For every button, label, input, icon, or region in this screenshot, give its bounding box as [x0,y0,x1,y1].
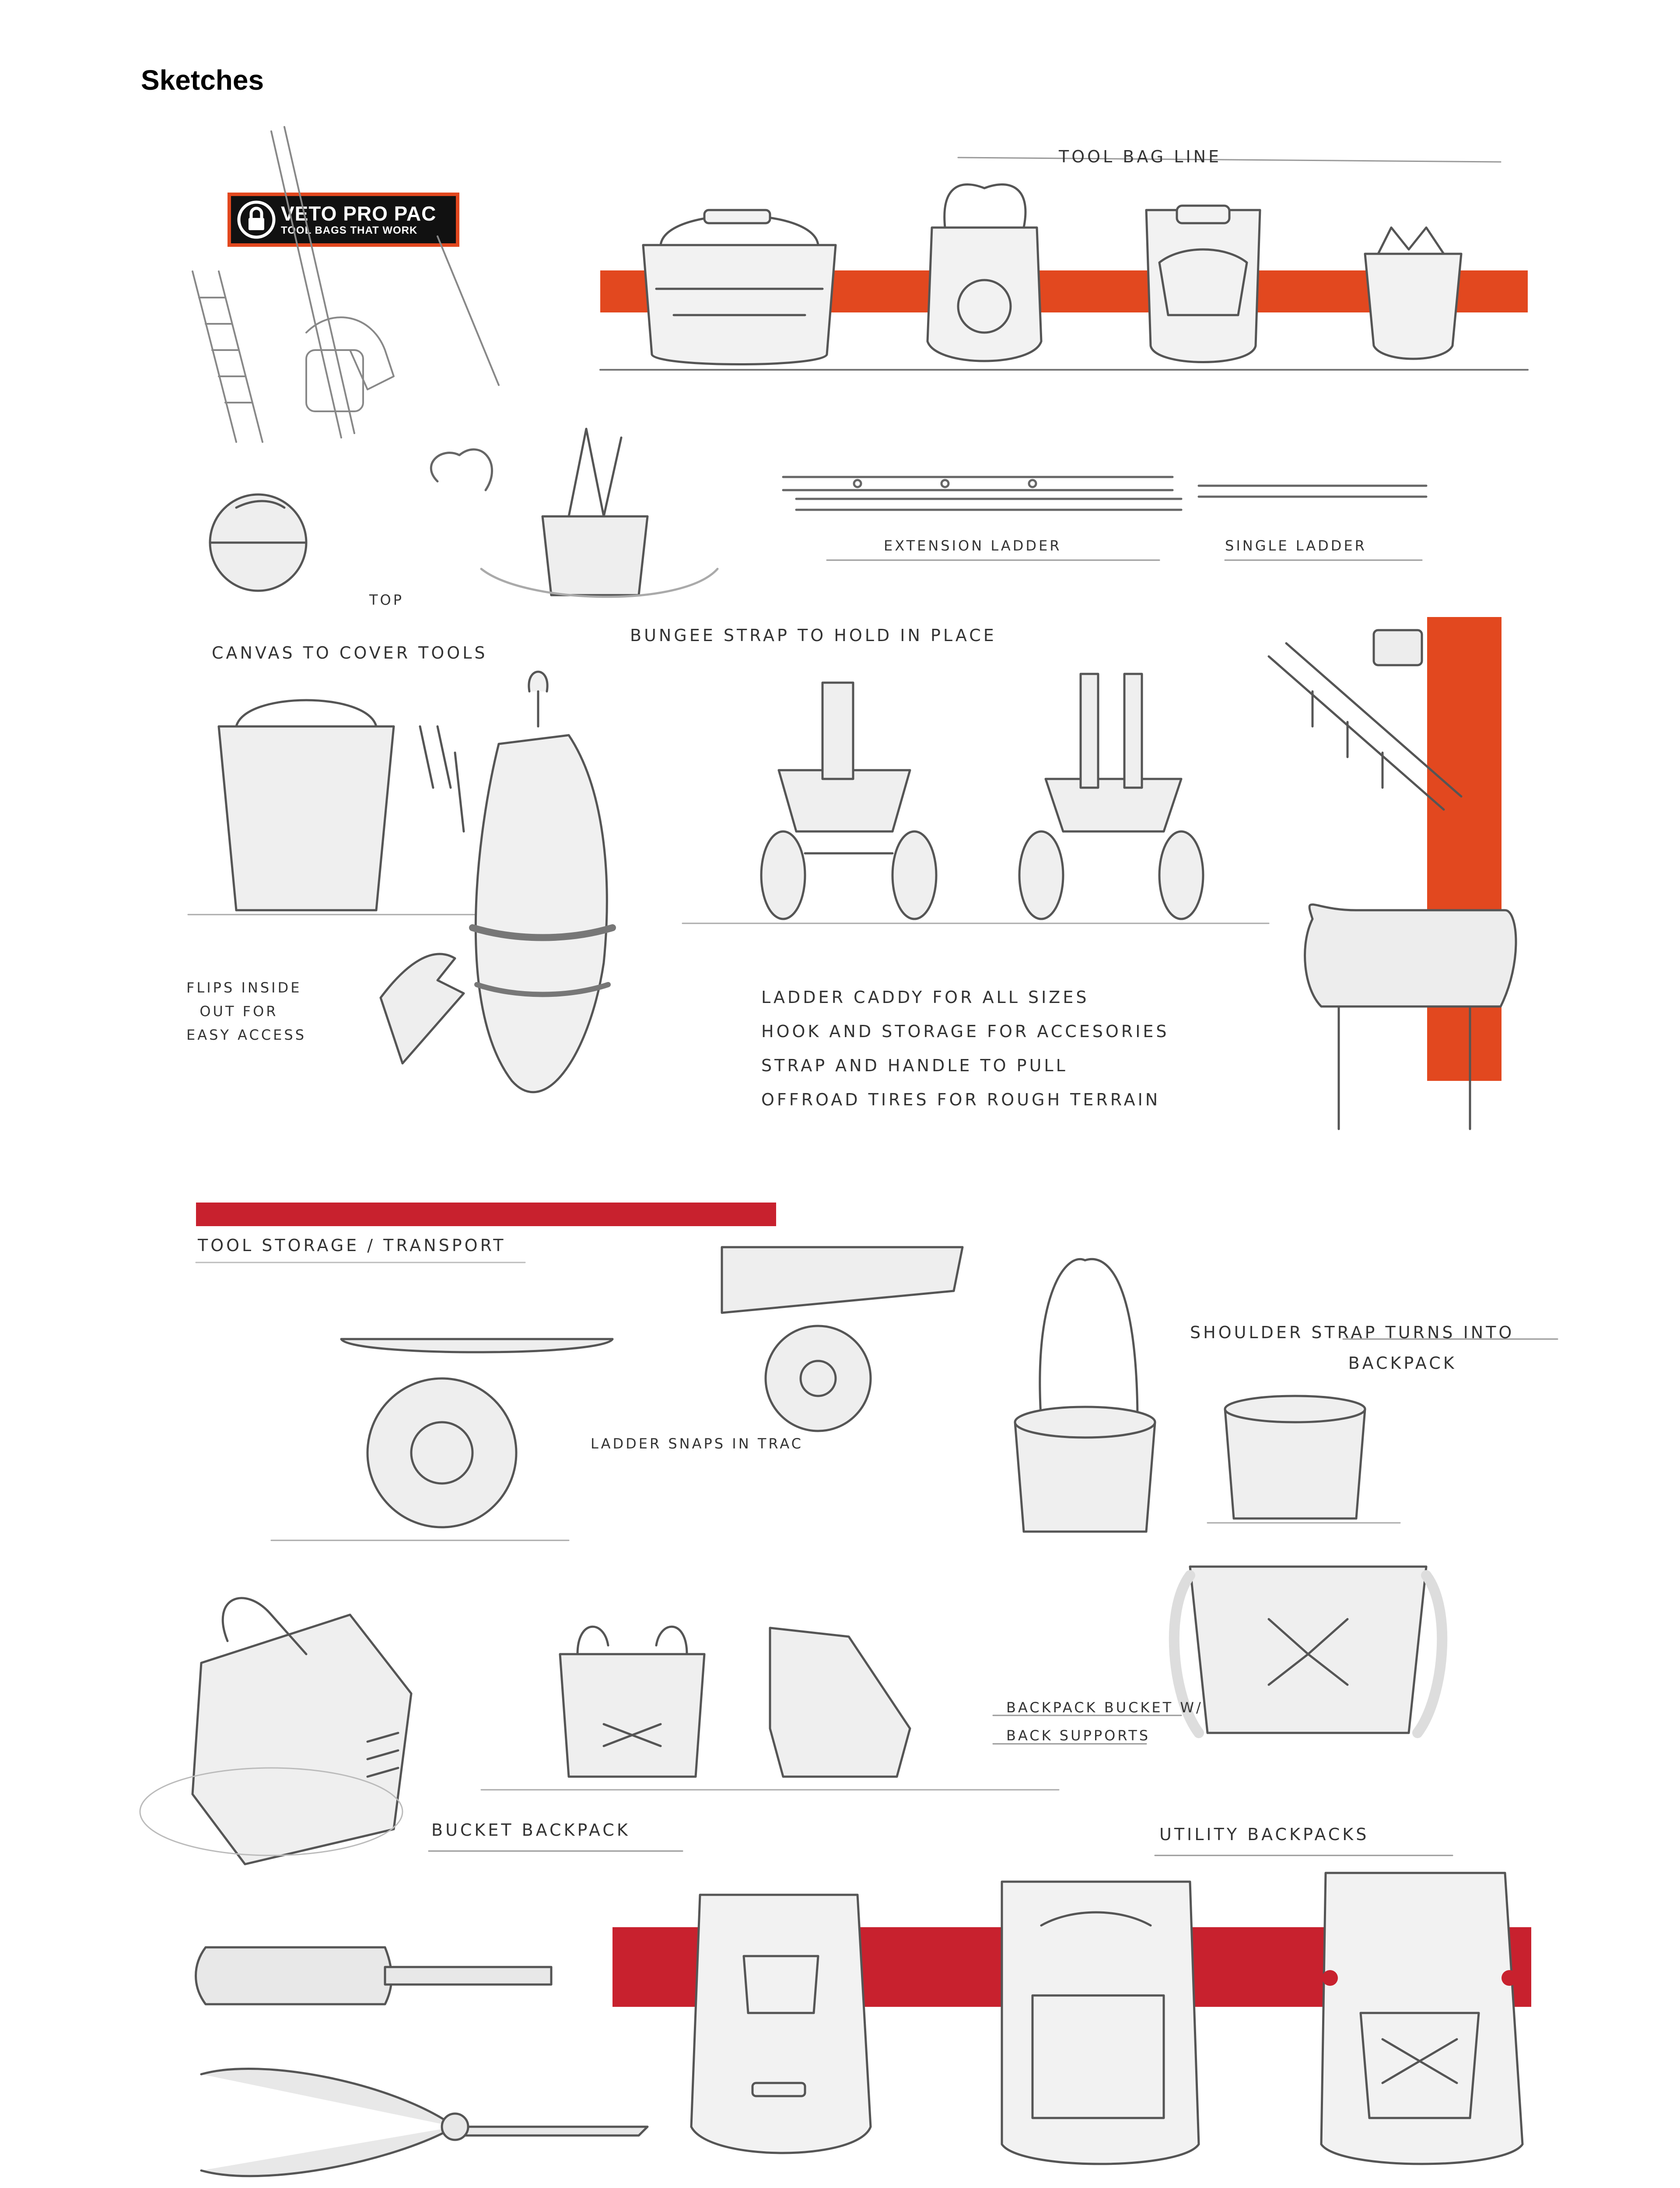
tool-bag-sketch-4 [1365,228,1461,359]
ladder-caddy-front [761,683,936,919]
flip-arrow-icon [381,954,464,1063]
top-view-sketch [210,494,306,591]
ladder-caddy-back [1019,674,1203,919]
backpack-bucket-back-supports [1174,1567,1442,1733]
tool-bag-sketch-1 [643,210,836,365]
tool-bag-sketch-2 [928,185,1041,361]
label-utility-backpacks: UTILITY BACKPACKS [1159,1825,1369,1844]
label-extension-ladder: EXTENSION LADDER [884,537,1062,554]
pliers-small-sketch [420,726,464,831]
page-title: Sketches [141,64,264,96]
screwdriver-sketch [196,1947,552,2004]
bucket-backpack-side-2 [770,1628,910,1777]
label-ladder-snaps: LADDER SNAPS IN TRAC [591,1435,803,1452]
canvas-bucket-sketch [219,700,394,910]
bucket-strap-sketch [1015,1259,1155,1532]
strap-accent-bar [1427,617,1502,1081]
bucket-backpack-side [1225,1396,1365,1518]
caddy-wheel-sketch [722,1247,962,1431]
tool-bag-sketch-3 [1146,206,1260,362]
logo-line-2: TOOL BAGS THAT WORK [281,224,418,236]
label-backpack-bucket: BACKPACK BUCKET W/ BACK SUPPORTS [1006,1699,1203,1744]
label-canvas: CANVAS TO COVER TOOLS [212,643,488,663]
label-tool-storage: TOOL STORAGE / TRANSPORT [198,1236,506,1255]
bucket-backpack-3q [192,1598,411,1864]
label-ladder-caddy-notes: LADDER CADDY FOR ALL SIZES HOOK AND STORAGE FOR ACCESORIES STRAP AND HANDLE TO PULL OFFROAD TIRES FOR ROUGH TERRAIN [761,988,1169,1109]
utility-backpack-2 [1002,1882,1199,2164]
label-tool-bag-line: TOOL BAG LINE [1059,147,1222,166]
label-flips: FLIPS INSIDE OUT FOR EASY ACCESS [186,979,306,1043]
ladder-track-wheel [341,1339,612,1527]
label-shoulder-strap: SHOULDER STRAP TURNS INTO BACKPACK [1190,1323,1515,1373]
single-ladder-sketch [1199,486,1426,497]
utility-backpack-3 [1321,1873,1522,2164]
utility-backpack-1 [691,1895,871,2153]
bucket-backpack-front [560,1627,704,1777]
section-divider-bar [196,1203,776,1226]
label-top: TOP [369,592,404,608]
hanging-bag-sketch [481,429,718,597]
pole-ladder-sketch [192,127,499,442]
label-bungee: BUNGEE STRAP TO HOLD IN PLACE [630,626,997,645]
extension-ladder-sketch [783,477,1181,510]
pliers-sketch [201,2069,648,2176]
hanging-tool-bag [472,672,612,1092]
label-single-ladder: SINGLE LADDER [1225,537,1367,554]
label-bucket-backpack: BUCKET BACKPACK [431,1820,630,1840]
logo-line-1: VETO PRO PAC [281,202,437,225]
